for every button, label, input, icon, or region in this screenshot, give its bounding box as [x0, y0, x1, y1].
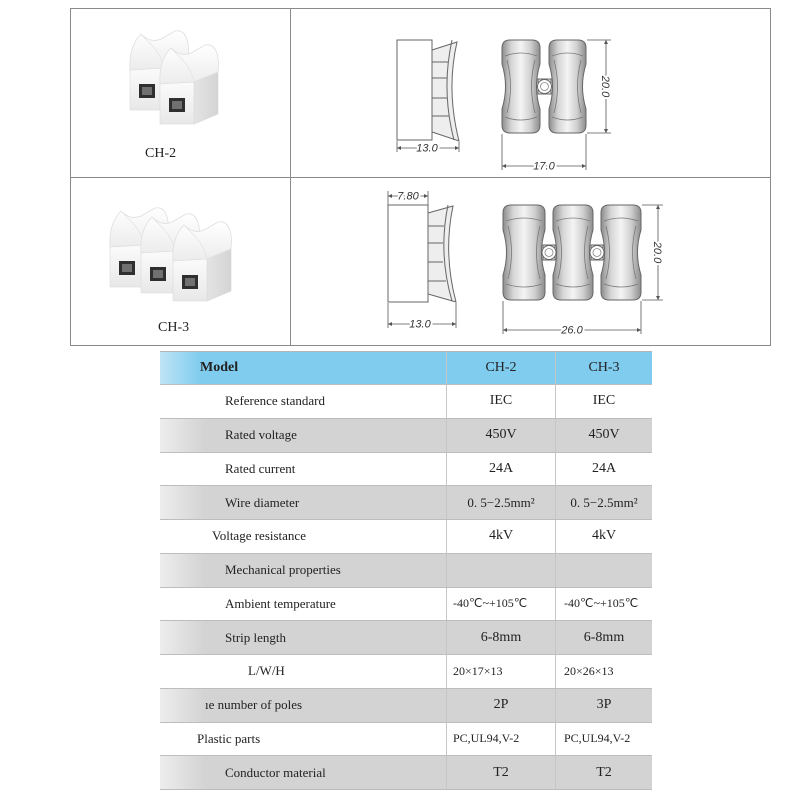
spec-value-ch3: 450V — [555, 419, 652, 452]
spec-row-mechanical-properties — [160, 554, 652, 588]
ch2-front-width-value: 17.0 — [533, 160, 555, 173]
spec-row-lwh — [160, 655, 652, 689]
side-view-body — [397, 40, 432, 140]
spec-value-ch3: IEC — [555, 385, 652, 418]
wire-entry-inner — [172, 101, 182, 109]
spec-label: Wire diameter — [225, 494, 300, 510]
mounting-hole — [542, 246, 556, 260]
ch3-product-image — [110, 208, 232, 301]
spec-row-rated-current — [160, 453, 652, 487]
spec-row-number-of-poles — [160, 689, 652, 723]
ch2-label: CH-2 — [145, 146, 177, 161]
spec-value-ch2: PC,UL94,V-2 — [446, 723, 555, 756]
spec-row-wire-diameter — [160, 486, 652, 520]
spec-label: Rated voltage — [225, 427, 297, 443]
model-header: Model — [200, 360, 239, 375]
ch3-front-width-value: 26.0 — [561, 324, 583, 337]
spec-row-reference-standard — [160, 385, 652, 419]
spec-label: Conductor material — [225, 764, 326, 780]
spec-row-conductor-material — [160, 756, 652, 790]
spec-row-ambient-temperature — [160, 588, 652, 622]
spec-label: ıe number of poles — [205, 697, 303, 713]
spec-value-ch2: 450V — [446, 419, 555, 452]
mounting-hole — [590, 246, 604, 260]
spec-label: Mechanical properties — [225, 562, 341, 578]
spec-value-ch2: 4kV — [446, 520, 555, 553]
ch2-product-image — [130, 31, 219, 124]
spec-value-ch3: 0. 5−2.5mm² — [555, 486, 652, 519]
spec-value-ch2: 2P — [446, 689, 555, 722]
spec-value-ch3: PC,UL94,V-2 — [555, 723, 652, 756]
spec-row-plastic-parts — [160, 723, 652, 757]
pole-outline — [549, 40, 586, 133]
ch3-side-width-value: 13.0 — [409, 318, 431, 331]
spec-value-ch3: 20×26×13 — [555, 655, 652, 688]
side-view-body — [388, 205, 428, 302]
spec-label: Plastic parts — [197, 730, 261, 746]
spec-value-ch3: 4kV — [555, 520, 652, 553]
ch2-front-view — [502, 40, 586, 133]
ch2-side-view — [397, 40, 459, 141]
ch2-height-value: 20.0 — [599, 75, 611, 98]
ch2-side-width-value: 13.0 — [416, 142, 438, 155]
spec-row-voltage-resistance — [160, 520, 652, 554]
spec-value-ch2: 24A — [446, 453, 555, 486]
spec-value-ch2: T2 — [446, 756, 555, 789]
spec-value-ch3: 3P — [555, 689, 652, 722]
spec-label: Rated current — [225, 460, 296, 476]
spec-label: Voltage resistance — [212, 528, 306, 544]
connector-unit — [160, 45, 219, 124]
spec-value-ch2: 6-8mm — [446, 621, 555, 654]
spec-value-ch3: 6-8mm — [555, 621, 652, 654]
spec-value-ch2: IEC — [446, 385, 555, 418]
spec-value-ch3: 24A — [555, 453, 652, 486]
spec-value-ch2 — [446, 554, 555, 587]
side-view-lever — [432, 42, 459, 141]
pole-outline — [553, 205, 593, 300]
spec-label: Strip length — [225, 629, 287, 645]
spec-value-ch2: 20×17×13 — [446, 655, 555, 688]
spec-value-ch2: -40℃~+105℃ — [446, 588, 555, 621]
ch3-side-depth-value: 7.80 — [397, 190, 419, 203]
spec-label: Reference standard — [225, 393, 325, 409]
spec-label: Ambient temperature — [225, 595, 336, 611]
spec-value-ch3: T2 — [555, 756, 652, 789]
wire-entry-inner — [122, 264, 132, 272]
spec-header-row — [160, 351, 652, 385]
spec-value-ch3: -40℃~+105℃ — [555, 588, 652, 621]
pole-outline — [503, 205, 545, 300]
connector-unit — [173, 222, 232, 301]
spec-value-ch2: 0. 5−2.5mm² — [446, 486, 555, 519]
spec-row-rated-voltage — [160, 419, 652, 453]
ch3-label: CH-3 — [158, 320, 190, 335]
mounting-hole — [538, 80, 552, 94]
product-drawings-panel — [0, 0, 800, 350]
spec-row-strip-length — [160, 621, 652, 655]
ch3-side-view — [388, 205, 456, 302]
wire-entry-inner — [185, 278, 195, 286]
model-ch2-header: CH-2 — [446, 352, 555, 384]
model-ch3-header: CH-3 — [555, 352, 652, 384]
wire-entry-inner — [153, 270, 163, 278]
pole-outline — [502, 40, 540, 133]
ch3-front-view — [503, 205, 641, 300]
spec-value-ch3 — [555, 554, 652, 587]
spec-label: L/W/H — [248, 663, 285, 679]
ch3-height-value: 20.0 — [651, 241, 663, 264]
wire-entry-inner — [142, 87, 152, 95]
spec-table — [160, 351, 652, 790]
pole-outline — [601, 205, 641, 300]
side-view-lever — [428, 206, 456, 302]
